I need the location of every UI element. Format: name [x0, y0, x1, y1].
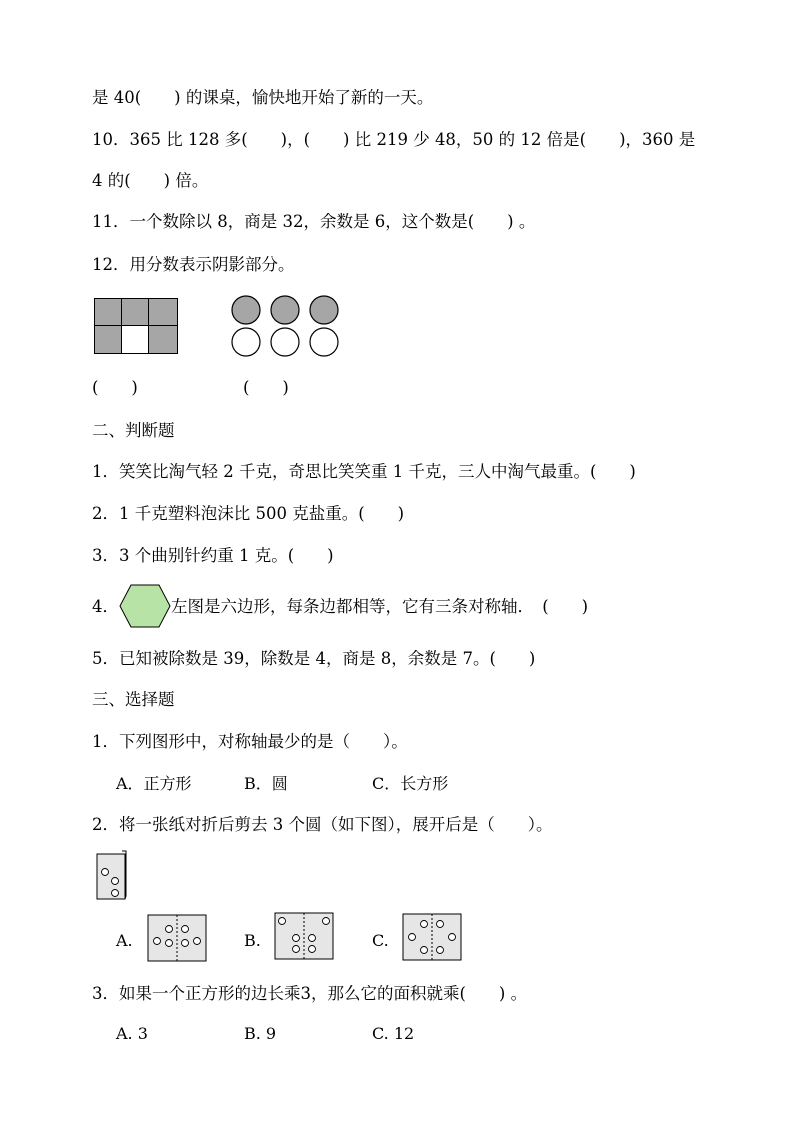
choice-q3-option-c: C. 12	[372, 1024, 415, 1043]
choice-q3-option-a: A. 3	[116, 1024, 148, 1043]
choice-q2-stem: 2．将一张纸对折后剪去 3 个圆（如下图），展开后是（ ）。	[92, 815, 553, 834]
choice-q1-option-b: B．圆	[244, 774, 288, 793]
unfolded-option-c-figure	[402, 913, 462, 961]
unfolded-option-a-figure	[147, 914, 207, 962]
question-12: 12．用分数表示阴影部分。	[92, 255, 295, 274]
choice-q1-stem: 1．下列图形中，对称轴最少的是（ ）。	[92, 732, 408, 751]
judge-item-2: 2．1 千克塑料泡沫比 500 克盐重。( )	[92, 504, 405, 523]
choice-q3-stem: 3．如果一个正方形的边长乘3，那么它的面积就乘( ) 。	[92, 984, 528, 1003]
judge-item-4-number: 4．	[92, 597, 119, 616]
judge-item-4-text: 左图是六边形，每条边都相等，它有三条对称轴． ( )	[171, 597, 589, 616]
judge-item-1: 1．笑笑比淘气轻 2 千克，奇思比笑笑重 1 千克，三人中淘气最重。( )	[92, 462, 636, 481]
folded-paper-figure	[96, 850, 128, 900]
choice-q1-option-c: C．长方形	[372, 774, 449, 793]
choice-q2-option-c: C.	[372, 931, 389, 950]
section-3-title: 三、选择题	[92, 690, 175, 709]
judge-item-5: 5．已知被除数是 39，除数是 4，商是 8，余数是 7。( )	[92, 649, 536, 668]
choice-q1-option-a: A．正方形	[116, 774, 192, 793]
choice-q2-option-b: B.	[244, 931, 261, 950]
section-2-title: 二、判断题	[92, 421, 175, 440]
shaded-circles-figure	[229, 294, 343, 358]
q12-answer-circles: ( )	[243, 378, 289, 397]
q12-answer-grid: ( )	[92, 378, 138, 397]
question-11: 11．一个数除以 8，商是 32，余数是 6，这个数是( ) 。	[92, 212, 536, 231]
shaded-grid-figure	[94, 298, 178, 354]
question-10-line-1: 10．365 比 128 多( )，( ) 比 219 少 48，50 的 12 倍是( )，360 是	[92, 130, 696, 149]
choice-q3-option-b: B. 9	[244, 1024, 277, 1043]
hexagon-figure	[119, 584, 171, 628]
question-10-line-2: 4 的( ) 倍。	[92, 171, 209, 190]
choice-q2-option-a: A.	[116, 931, 133, 950]
unfolded-option-b-figure	[274, 912, 334, 960]
judge-item-3: 3．3 个曲别针约重 1 克。( )	[92, 546, 334, 565]
text-line-1: 是 40( ) 的课桌，愉快地开始了新的一天。	[92, 88, 434, 107]
